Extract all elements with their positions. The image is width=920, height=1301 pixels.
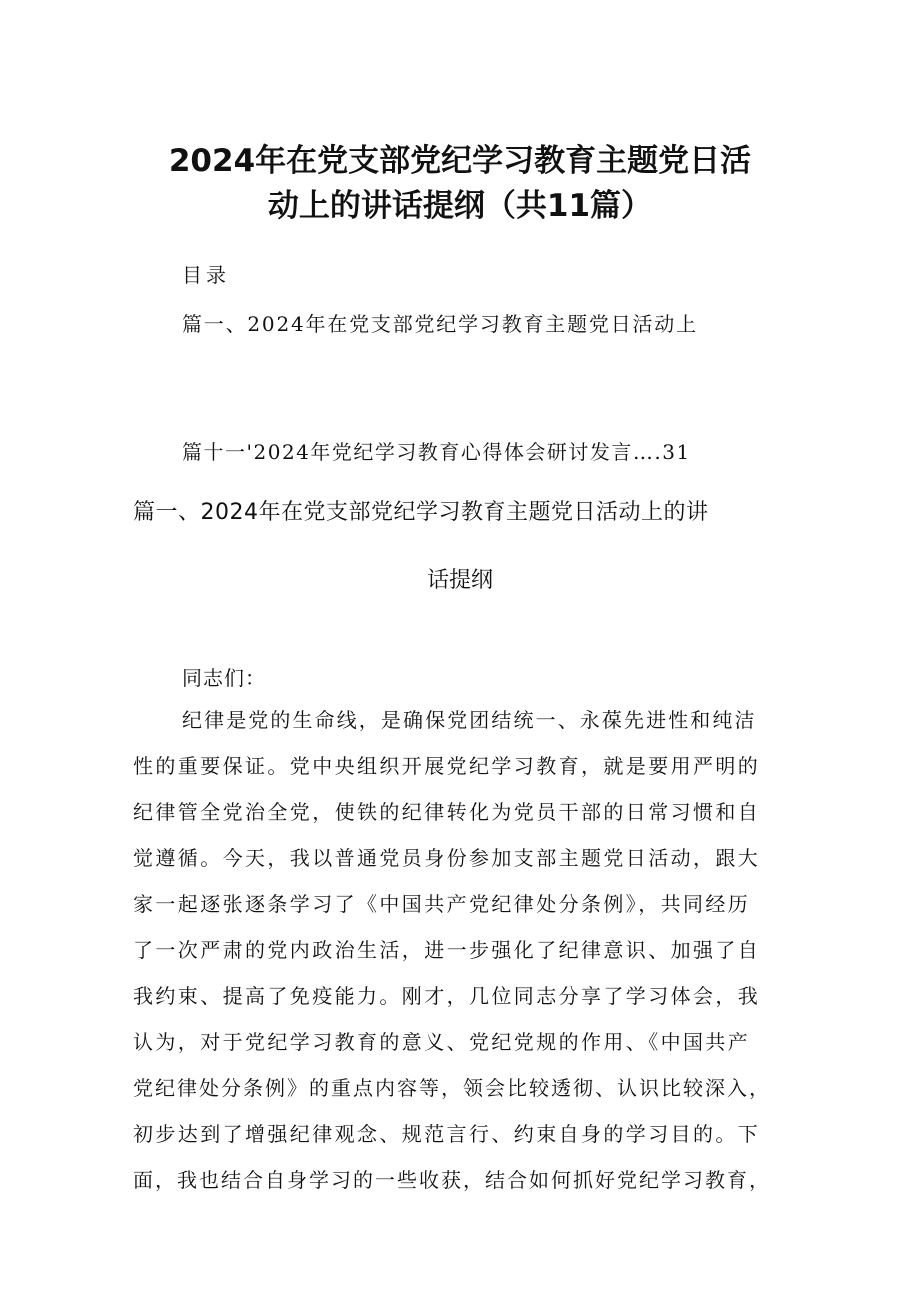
body-line: 纪律是党的生命线，是确保党团结统一、永葆先进性和纯洁 — [182, 708, 757, 732]
document-title-line-2: 动上的讲话提纲（共11篇） — [267, 188, 653, 224]
body-line: 觉遵循。今天，我以普通党员身份参加支部主题党日活动，跟大 — [133, 846, 761, 870]
body-line: 党纪律处分条例》的重点内容等，领会比较透彻、认识比较深入， — [133, 1076, 771, 1100]
salutation: 同志们： — [182, 666, 266, 690]
toc-heading: 目录 — [182, 263, 230, 287]
body-line: 性的重要保证。党中央组织开展党纪学习教育，就是要用严明的 — [133, 754, 761, 778]
document-title-line-1: 2024年在党支部党纪学习教育主题党日活 — [168, 143, 752, 179]
section-title-line-2: 话提纲 — [426, 568, 493, 593]
toc-item[interactable]: 篇一、2024年在党支部党纪学习教育主题党日活动上 — [182, 312, 698, 336]
body-line: 我约束、提高了免疫能力。刚才，几位同志分享了学习体会，我 — [133, 984, 761, 1008]
body-line: 家一起逐张逐条学习了《中国共产党纪律处分条例》，共同经历 — [133, 892, 751, 916]
body-line: 了一次严肃的党内政治生活，进一步强化了纪律意识、加强了自 — [133, 938, 761, 962]
section-title-line-1: 篇一、2024年在党支部党纪学习教育主题党日活动上的讲 — [133, 500, 709, 525]
body-line: 面，我也结合自身学习的一些收获，结合如何抓好党纪学习教育， — [133, 1168, 771, 1192]
body-line: 纪律管全党治全党，使铁的纪律转化为党员干部的日常习惯和自 — [133, 800, 761, 824]
body-line: 认为，对于党纪学习教育的意义、党纪党规的作用、《中国共产 — [133, 1030, 751, 1054]
body-line: 初步达到了增强纪律观念、规范言行、约束自身的学习目的。下 — [133, 1122, 761, 1146]
toc-item[interactable]: 篇十一'2024年党纪学习教育心得体会研讨发言….31 — [182, 440, 691, 464]
